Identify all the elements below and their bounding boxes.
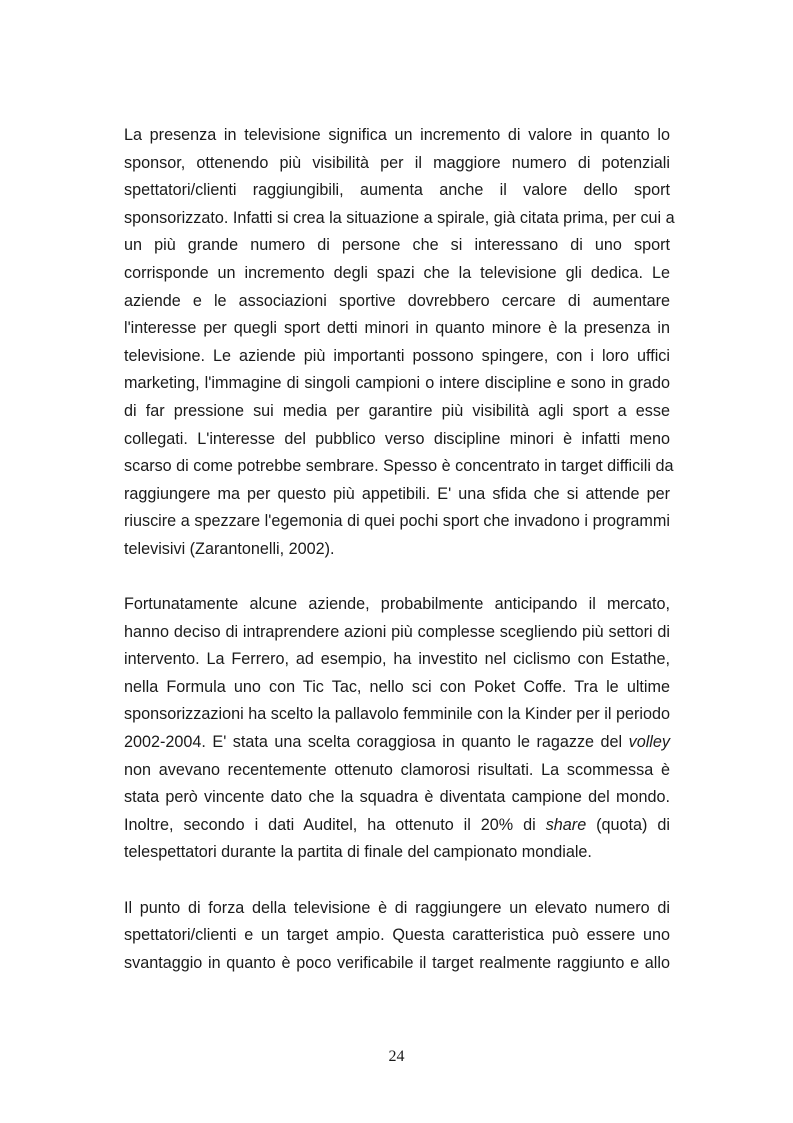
text-line: sponsorizzazioni ha scelto la pallavolo femminile con la Kinder per il periodo: [124, 705, 670, 724]
paragraph-2: [124, 591, 670, 867]
body-text: [124, 122, 675, 977]
text-line: non avevano recentemente ottenuto clamorosi risultati. La scommessa è: [124, 760, 670, 779]
text-line: spettatori/clienti e un target ampio. Questa caratteristica può essere uno: [124, 926, 670, 945]
text-line: aziende e le associazioni sportive dovrebbero cercare di aumentare: [124, 291, 670, 310]
paragraph-1: [124, 122, 675, 564]
text-line: telespettatori durante la partita di finale del campionato mondiale.: [124, 843, 592, 862]
text-line: stata però vincente dato che la squadra è diventata campione del mondo.: [124, 788, 670, 807]
text-line: marketing, l'immagine di singoli campioni o intere discipline e sono in grado: [124, 374, 670, 393]
italic-term: share: [545, 815, 587, 834]
text-line: spettatori/clienti raggiungibili, aumenta anche il valore dello sport: [124, 181, 670, 200]
text-line: intervento. La Ferrero, ad esempio, ha investito nel ciclismo con Estathe,: [124, 650, 670, 669]
text-line: sponsor, ottenendo più visibilità per il maggiore numero di potenziali: [124, 153, 670, 172]
text-line: hanno deciso di intraprendere azioni più complesse scegliendo più settori di: [124, 622, 670, 641]
paragraph-gap: [124, 867, 670, 895]
text-line: scarso di come potrebbe sembrare. Spesso è concentrato in target difficili da: [124, 457, 674, 476]
page-number: 24: [388, 1048, 405, 1065]
italic-term: volley: [628, 733, 670, 752]
text-line: di far pressione sui media per garantire più visibilità agli sport a esse: [124, 401, 670, 420]
text-line: 2002-2004. E' stata una scelta coraggiosa in quanto le ragazze del volley: [124, 733, 670, 752]
text-line: Inoltre, secondo i dati Auditel, ha ottenuto il 20% di share (quota) di: [124, 815, 670, 834]
text-line: l'interesse per quegli sport detti minori in quanto minore è la presenza in: [124, 319, 670, 338]
text-line: nella Formula uno con Tic Tac, nello sci con Poket Coffe. Tra le ultime: [124, 677, 670, 696]
text-line: raggiungere ma per questo più appetibili. E' una sfida che si attende per: [124, 484, 670, 503]
text-line: televisione. Le aziende più importanti possono spingere, con i loro uffici: [124, 346, 670, 365]
text-line: Il punto di forza della televisione è di raggiungere un elevato numero di: [124, 898, 670, 917]
text-line: riuscire a spezzare l'egemonia di quei pochi sport che invadono i programmi: [124, 512, 670, 531]
text-line: televisivi (Zarantonelli, 2002).: [124, 539, 335, 558]
text-line: Fortunatamente alcune aziende, probabilmente anticipando il mercato,: [124, 595, 670, 614]
text-line: La presenza in televisione significa un incremento di valore in quanto lo: [124, 126, 670, 144]
text-line: collegati. L'interesse del pubblico verso discipline minori è infatti meno: [124, 429, 670, 448]
text-line: svantaggio in quanto è poco verificabile il target realmente raggiunto e allo: [124, 953, 670, 972]
text-line: un più grande numero di persone che si interessano di uno sport: [124, 236, 670, 255]
paragraph-3: [124, 895, 670, 978]
text-line: corrisponde un incremento degli spazi che la televisione gli dedica. Le: [124, 263, 670, 282]
text-line: sponsorizzato. Infatti si crea la situazione a spirale, già citata prima, per cui a: [124, 208, 675, 227]
paragraph-gap: [124, 564, 670, 592]
